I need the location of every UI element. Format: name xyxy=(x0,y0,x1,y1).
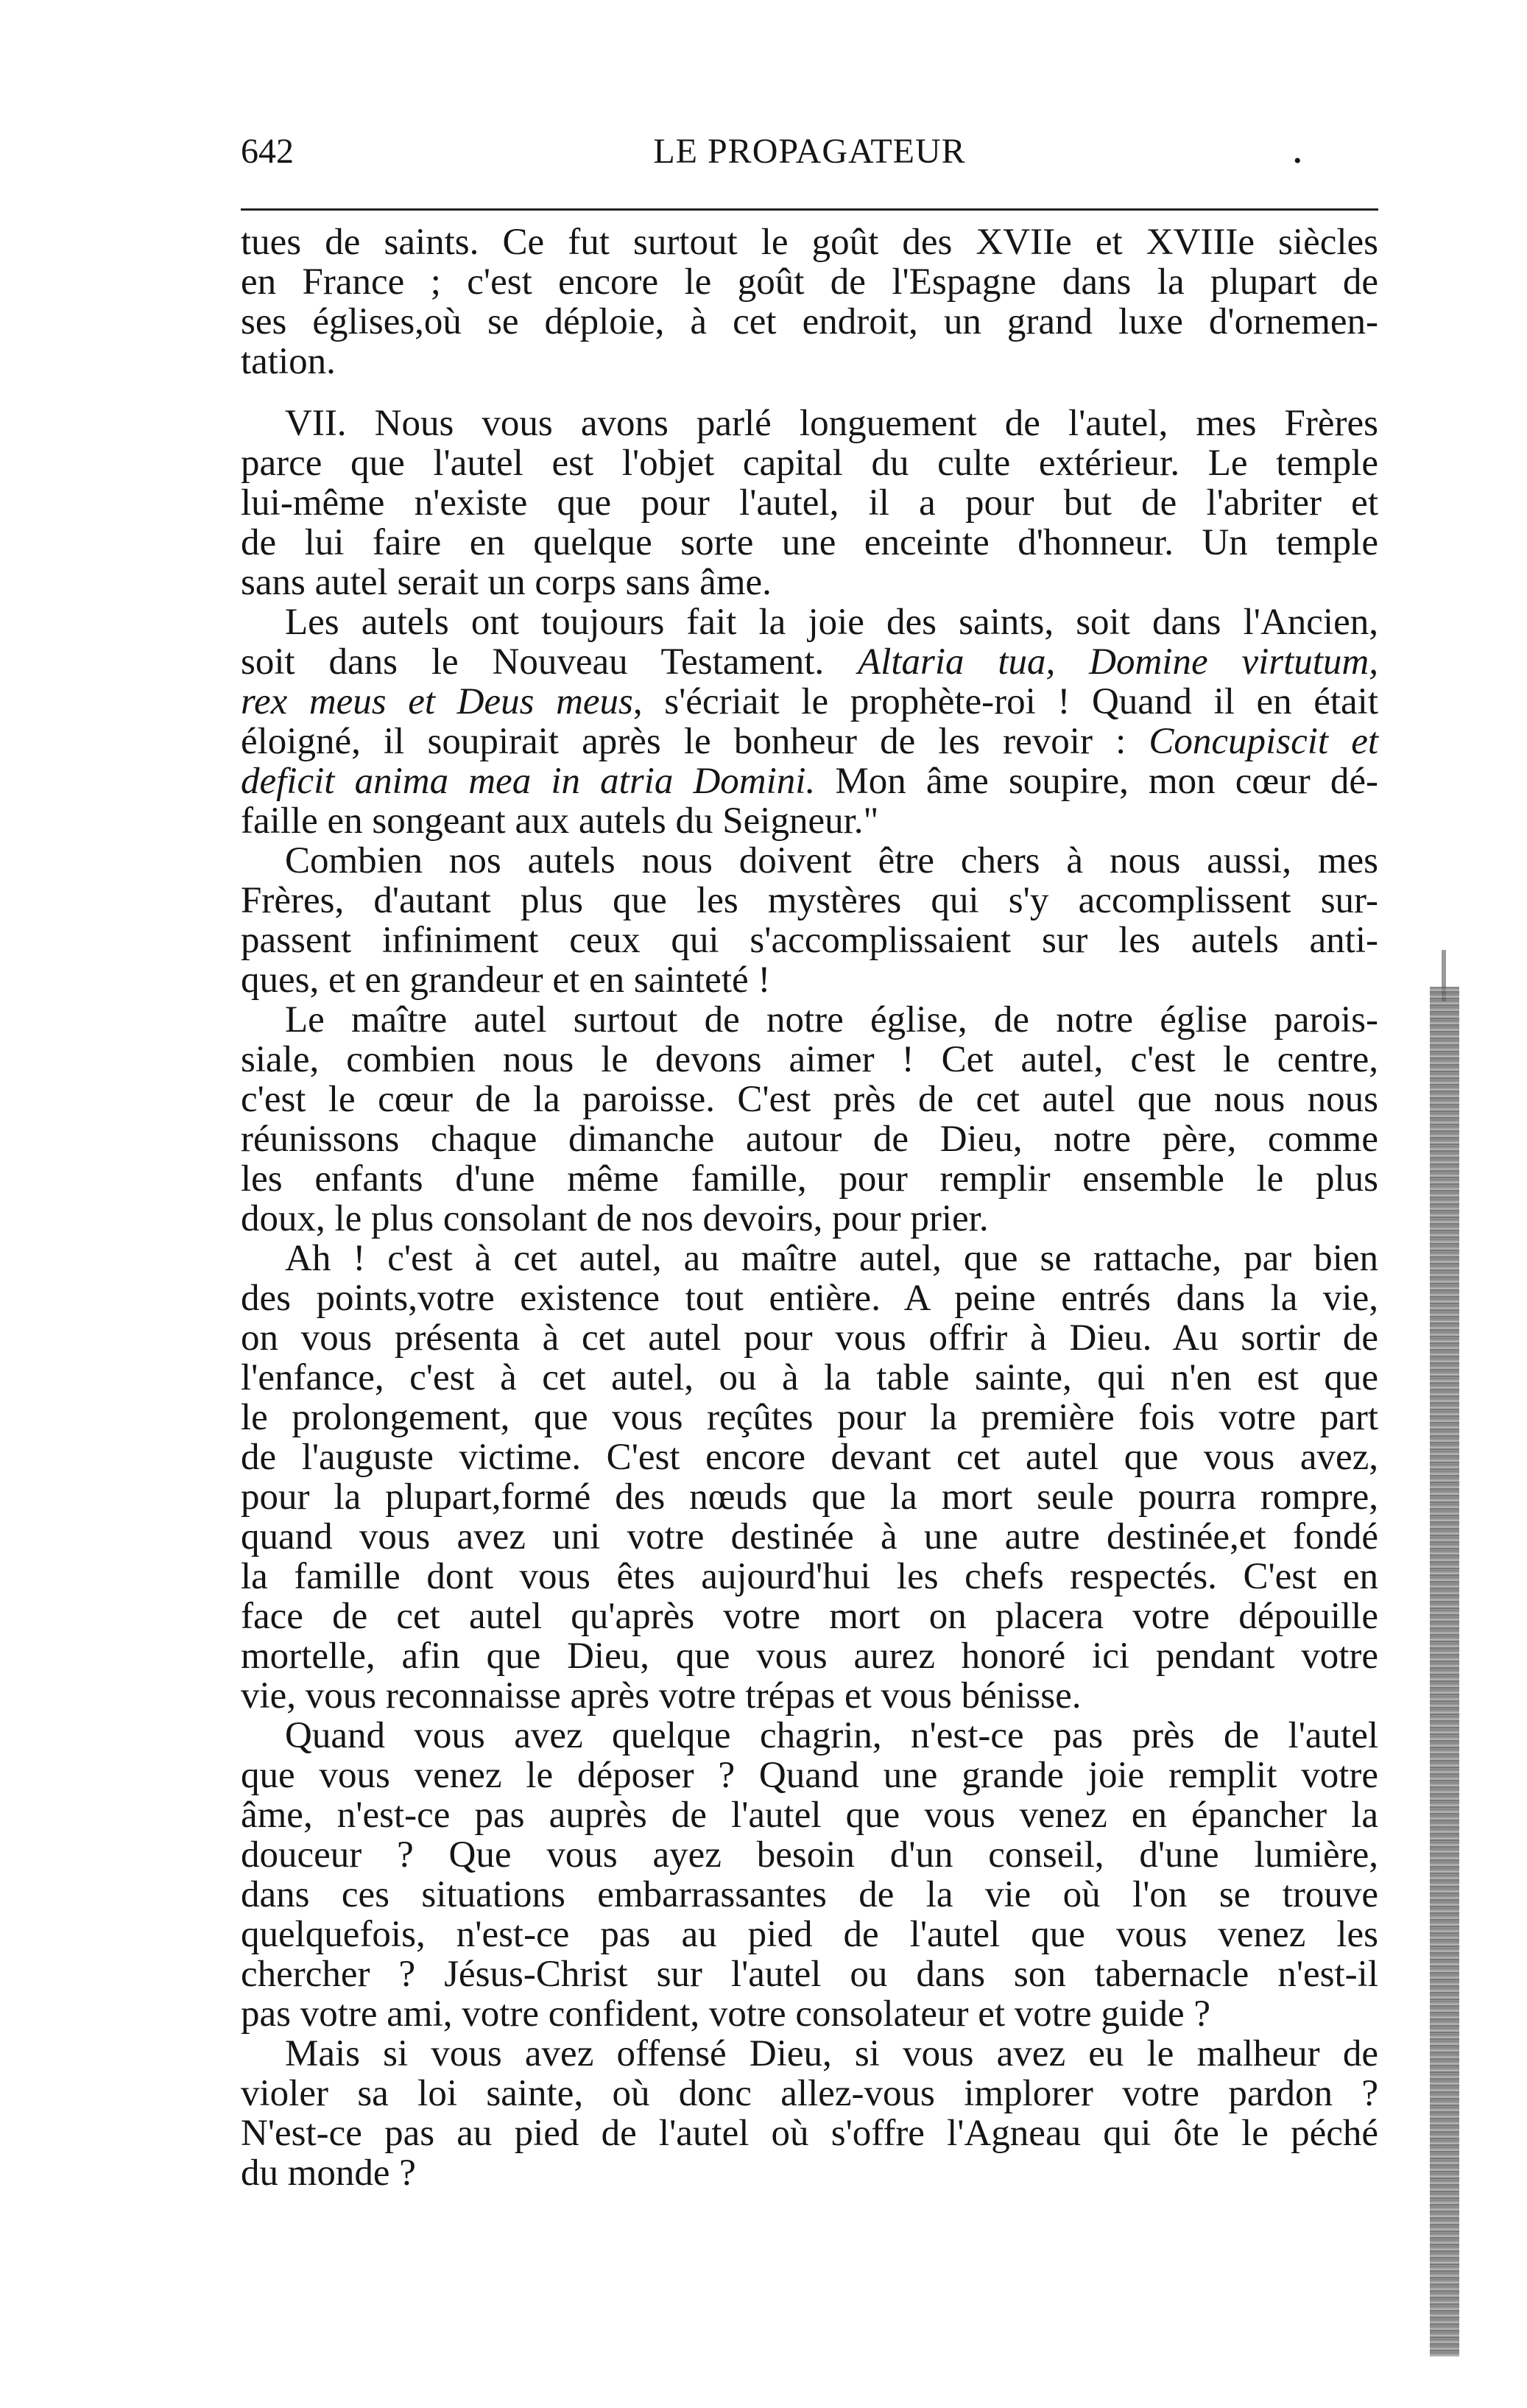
text-line: de lui faire en quelque sorte une enceinte d'honneur. Un temple xyxy=(241,522,1378,563)
text-line: rex meus et Deus meus, s'écriait le prophète-roi ! Quand il en était xyxy=(241,681,1378,722)
text-line: en France ; c'est encore le goût de l'Espagne dans la plupart de xyxy=(241,261,1378,303)
running-header xyxy=(241,116,1378,183)
text-line: ques, et en grandeur et en sainteté ! xyxy=(241,960,771,1001)
body-text xyxy=(241,222,1378,2193)
text-line: quand vous avez uni votre destinée à une autre destinée,et fondé xyxy=(241,1516,1378,1557)
text-line: dans ces situations embarrassantes de la vie où l'on se trouve xyxy=(241,1874,1378,1915)
text-line: Quand vous avez quelque chagrin, n'est-ce pas près de l'autel xyxy=(285,1715,1378,1756)
text-line: douceur ? Que vous ayez besoin d'un conseil, d'une lumière, xyxy=(241,1834,1378,1876)
ink-speck: • xyxy=(1294,149,1302,173)
text-line: faille en songeant aux autels du Seigneur." xyxy=(241,800,879,842)
text-line: Frères, d'autant plus que les mystères qui s'y accomplissent sur- xyxy=(241,880,1378,921)
text-line: que vous venez le déposer ? Quand une grande joie remplit votre xyxy=(241,1755,1378,1796)
text-line: doux, le plus consolant de nos devoirs, pour prier. xyxy=(241,1198,989,1239)
text-line: on vous présenta à cet autel pour vous offrir à Dieu. Au sortir de xyxy=(241,1317,1378,1359)
text-line: passent infiniment ceux qui s'accomplissaient sur les autels anti- xyxy=(241,920,1378,961)
text-line: N'est-ce pas au pied de l'autel où s'offre l'Agneau qui ôte le péché xyxy=(241,2113,1378,2154)
text-line: du monde ? xyxy=(241,2152,416,2194)
text-line: réunissons chaque dimanche autour de Dieu, notre père, comme xyxy=(241,1119,1378,1160)
text-line: soit dans le Nouveau Testament. Altaria tua, Domine virtutum, xyxy=(241,641,1379,683)
page-number: 642 xyxy=(241,132,294,171)
text-line: face de cet autel qu'après votre mort on placera votre dépouille xyxy=(241,1596,1378,1637)
text-line: tation. xyxy=(241,341,336,382)
text-line: violer sa loi sainte, où donc allez-vous implorer votre pardon ? xyxy=(241,2073,1378,2114)
text-line: Le maître autel surtout de notre église, de notre église parois- xyxy=(285,999,1378,1041)
text-line: parce que l'autel est l'objet capital du culte extérieur. Le temple xyxy=(241,443,1378,484)
text-line: VII. Nous vous avons parlé longuement de l'autel, mes Frères xyxy=(285,403,1378,444)
text-line: deficit anima mea in atria Domini. Mon âme soupire, mon cœur dé- xyxy=(241,761,1378,802)
text-line: Ah ! c'est à cet autel, au maître autel, que se rattache, par bien xyxy=(285,1238,1378,1279)
text-line: quelquefois, n'est-ce pas au pied de l'autel que vous venez les xyxy=(241,1914,1378,1955)
text-line: lui-même n'existe que pour l'autel, il a pour but de l'abriter et xyxy=(241,482,1378,524)
text-line: de l'auguste victime. C'est encore devant cet autel que vous avez, xyxy=(241,1437,1378,1478)
text-line: éloigné, il soupirait après le bonheur de les revoir : Concupiscit et xyxy=(241,721,1379,762)
text-line: tues de saints. Ce fut surtout le goût des XVIIe et XVIIIe siècles xyxy=(241,222,1378,263)
text-line: vie, vous reconnaisse après votre trépas et vous bénisse. xyxy=(241,1675,1082,1717)
text-line: âme, n'est-ce pas auprès de l'autel que vous venez en épancher la xyxy=(241,1795,1378,1836)
text-line: c'est le cœur de la paroisse. C'est près de cet autel que nous nous xyxy=(241,1079,1378,1120)
header-rule xyxy=(241,208,1378,211)
text-line: pour la plupart,formé des nœuds que la mort seule pourra rompre, xyxy=(241,1476,1378,1518)
text-line: mortelle, afin que Dieu, que vous aurez honoré ici pendant votre xyxy=(241,1636,1378,1677)
text-line: des points,votre existence tout entière. A peine entrés dans la vie, xyxy=(241,1278,1378,1319)
text-line: siale, combien nous le devons aimer ! Cet autel, c'est le centre, xyxy=(241,1039,1378,1080)
text-line: ses églises,où se déploie, à cet endroit, un grand luxe d'ornemen- xyxy=(241,301,1378,342)
text-line: Mais si vous avez offensé Dieu, si vous avez eu le malheur de xyxy=(285,2033,1378,2074)
text-line: les enfants d'une même famille, pour remplir ensemble le plus xyxy=(241,1158,1378,1200)
page-edge-shadow xyxy=(1430,987,1459,2356)
text-line: Les autels ont toujours fait la joie des saints, soit dans l'Ancien, xyxy=(285,602,1378,643)
text-line: Combien nos autels nous doivent être chers à nous aussi, mes xyxy=(285,840,1378,881)
text-line: la famille dont vous êtes aujourd'hui les chefs respectés. C'est en xyxy=(241,1556,1378,1597)
text-line: le prolongement, que vous reçûtes pour la première fois votre part xyxy=(241,1397,1378,1438)
running-title: LE PROPAGATEUR xyxy=(653,132,966,171)
text-line: pas votre ami, votre confident, votre consolateur et votre guide ? xyxy=(241,1993,1211,2035)
text-line: sans autel serait un corps sans âme. xyxy=(241,562,772,603)
text-line: chercher ? Jésus-Christ sur l'autel ou dans son tabernacle n'est-il xyxy=(241,1954,1378,1995)
text-line: l'enfance, c'est à cet autel, ou à la table sainte, qui n'en est que xyxy=(241,1357,1378,1398)
